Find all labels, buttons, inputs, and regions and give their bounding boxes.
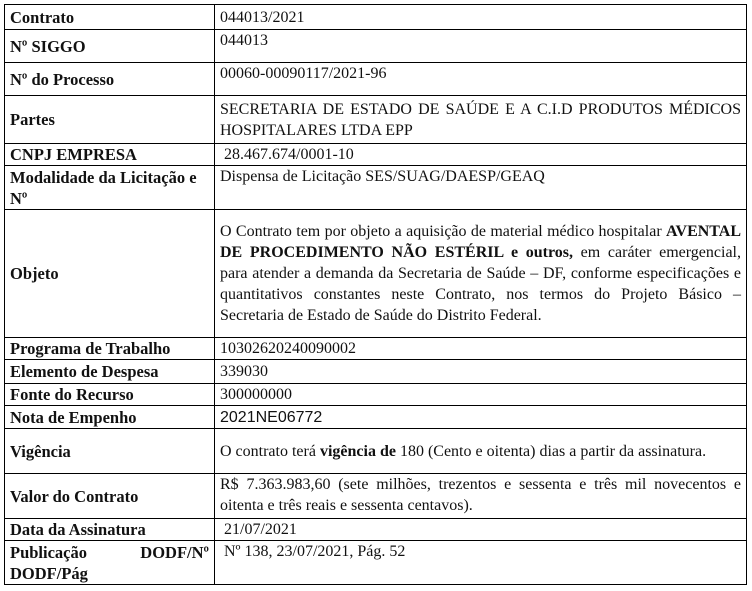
label-vigencia: Vigência bbox=[5, 429, 215, 474]
publicacao-label-a: Publicação bbox=[10, 542, 87, 562]
value-elemento: 339030 bbox=[215, 360, 747, 384]
value-cnpj bbox=[215, 144, 747, 166]
row-valor bbox=[5, 474, 747, 519]
publicacao-text: Nº 138, 23/07/2021, Pág. 52 bbox=[224, 543, 406, 560]
value-modalidade: Dispensa de Licitação SES/SUAG/DAESP/GEAQ bbox=[215, 166, 747, 210]
data-assinatura-text: 21/07/2021 bbox=[224, 521, 297, 538]
label-valor: Valor do Contrato bbox=[5, 474, 215, 519]
row-partes bbox=[5, 96, 747, 144]
label-siggo: Nº SIGGO bbox=[5, 30, 215, 63]
value-vigencia bbox=[215, 429, 747, 474]
value-data-assinatura bbox=[215, 519, 747, 541]
objeto-text-2: em caráter emergencial, para atender a demanda da Secretaria de Saúde – DF, conforme especificações e quantitativos constantes neste Contrato, nos termos do Projeto Básico – Secretaria de Estado de Saúde do Distrito Federal. bbox=[220, 244, 741, 324]
row-elemento bbox=[5, 360, 747, 384]
value-objeto bbox=[215, 210, 747, 338]
row-objeto bbox=[5, 210, 747, 338]
label-programa: Programa de Trabalho bbox=[5, 338, 215, 360]
label-empenho: Nota de Empenho bbox=[5, 406, 215, 429]
publicacao-label-c: DODF/Pág bbox=[10, 563, 88, 583]
label-objeto: Objeto bbox=[5, 210, 215, 338]
row-modalidade bbox=[5, 166, 747, 210]
value-valor: R$ 7.363.983,60 (sete milhões, trezentos e sessenta e três mil novecentos e oitenta e três reais e sessenta centavos). bbox=[215, 474, 747, 519]
label-cnpj: CNPJ EMPRESA bbox=[5, 144, 215, 166]
row-data-assinatura bbox=[5, 519, 747, 541]
label-partes: Partes bbox=[5, 96, 215, 144]
label-elemento: Elemento de Despesa bbox=[5, 360, 215, 384]
contract-table bbox=[4, 4, 747, 585]
objeto-text-1: O Contrato tem por objeto a aquisição de material médico hospitalar bbox=[220, 223, 667, 240]
vigencia-text-1: O contrato terá bbox=[220, 442, 320, 460]
label-processo: Nº do Processo bbox=[5, 63, 215, 96]
row-empenho bbox=[5, 406, 747, 429]
objeto-bold: AVENTAL DE PROCEDIMENTO NÃO ESTÉRIL e outros, bbox=[220, 223, 741, 261]
row-vigencia bbox=[5, 429, 747, 474]
value-contrato: 044013/2021 bbox=[215, 5, 747, 30]
row-contrato bbox=[5, 5, 747, 30]
value-publicacao bbox=[215, 541, 747, 585]
value-fonte: 300000000 bbox=[215, 384, 747, 406]
cnpj-text: 28.467.674/0001-10 bbox=[224, 146, 354, 163]
row-programa bbox=[5, 338, 747, 360]
value-empenho: 2021NE06772 bbox=[215, 406, 747, 429]
label-fonte: Fonte do Recurso bbox=[5, 384, 215, 406]
value-partes: SECRETARIA DE ESTADO DE SAÚDE E A C.I.D PRODUTOS MÉDICOS HOSPITALARES LTDA EPP bbox=[215, 96, 747, 144]
row-publicacao bbox=[5, 541, 747, 585]
publicacao-label-b: DODF/Nº bbox=[140, 542, 209, 562]
label-contrato: Contrato bbox=[5, 5, 215, 30]
row-processo bbox=[5, 63, 747, 96]
row-fonte bbox=[5, 384, 747, 406]
value-programa: 10302620240090002 bbox=[215, 338, 747, 360]
publicacao-label-line bbox=[10, 542, 209, 563]
row-cnpj bbox=[5, 144, 747, 166]
value-siggo: 044013 bbox=[215, 30, 747, 63]
row-siggo bbox=[5, 30, 747, 63]
label-modalidade: Modalidade da Licitação e Nº bbox=[5, 166, 215, 210]
vigencia-text-2: 180 (Cento e oitenta) dias a partir da assinatura. bbox=[395, 442, 707, 460]
value-processo: 00060-00090117/2021-96 bbox=[215, 63, 747, 96]
label-data-assinatura: Data da Assinatura bbox=[5, 519, 215, 541]
label-publicacao bbox=[5, 541, 215, 585]
vigencia-bold: vigência de bbox=[319, 442, 396, 460]
